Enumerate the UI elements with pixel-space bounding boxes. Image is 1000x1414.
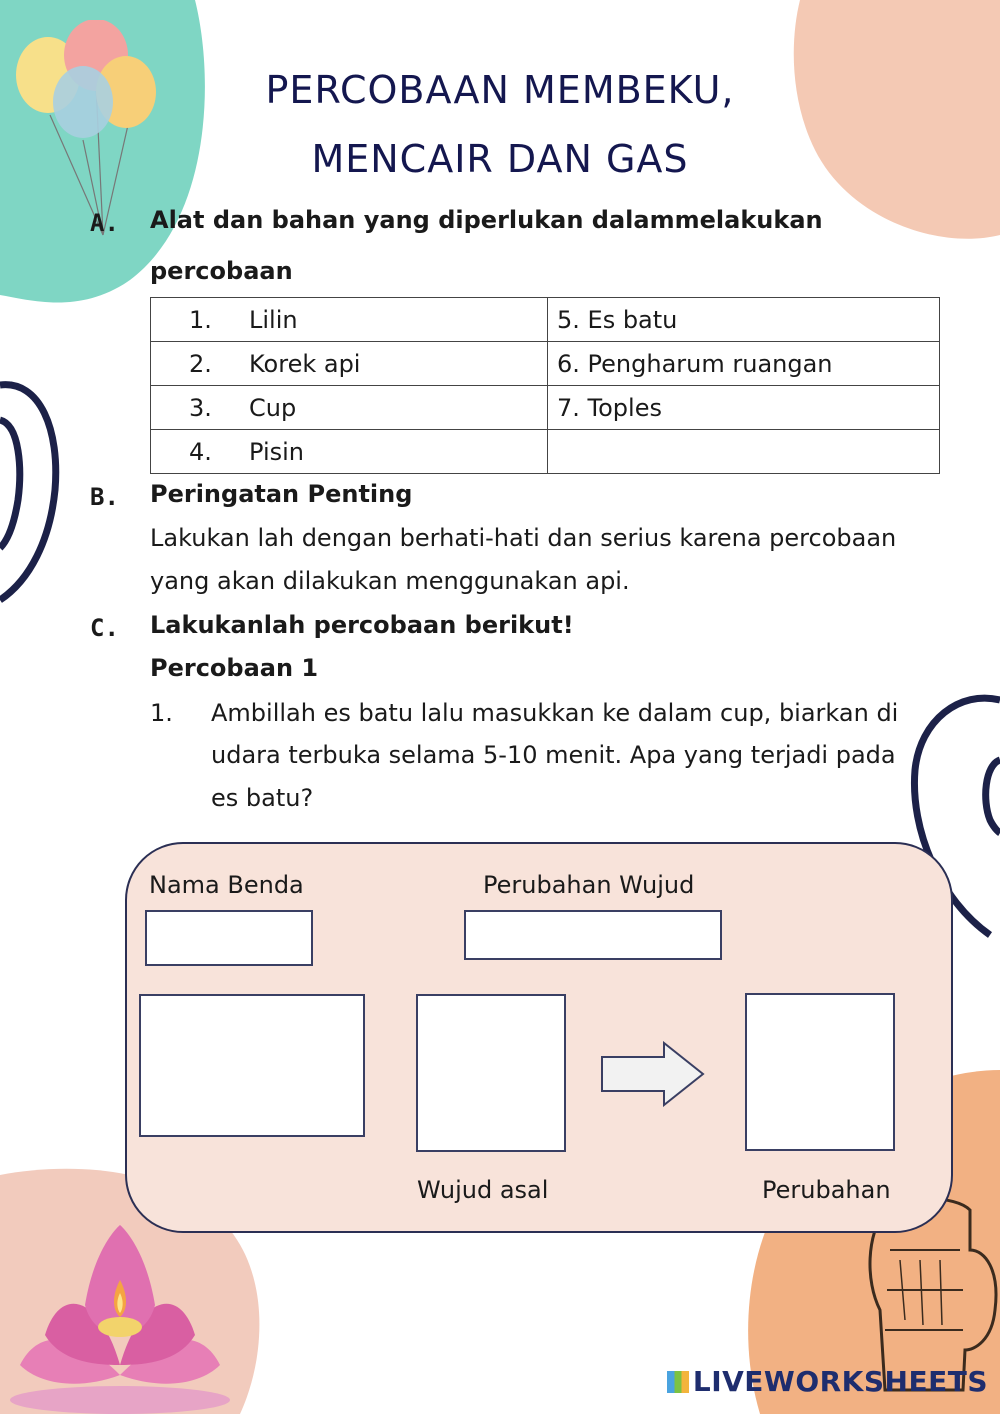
section-b-text-line-2: yang akan dilakukan menggunakan api. bbox=[150, 567, 630, 595]
label-perubahan: Perubahan bbox=[762, 1176, 891, 1204]
section-a-heading-cont: percobaan bbox=[150, 257, 293, 285]
table-cell bbox=[151, 386, 548, 430]
section-b-heading: Peringatan Penting bbox=[150, 480, 413, 508]
swirl-right-inner bbox=[986, 760, 1000, 833]
table-row bbox=[151, 298, 940, 342]
step-text-line-1: Ambillah es batu lalu masukkan ke dalam cup, biarkan di bbox=[211, 699, 899, 727]
swirl-left-inner bbox=[0, 420, 20, 548]
item-label: Korek api bbox=[249, 349, 361, 378]
step-text-line-3: es batu? bbox=[211, 784, 314, 812]
item-number: 1. bbox=[189, 305, 212, 334]
label-perubahan-wujud: Perubahan Wujud bbox=[483, 871, 695, 899]
image-drop-box[interactable] bbox=[139, 994, 365, 1137]
peach-blob-top-right bbox=[794, 0, 1000, 239]
liveworksheets-logo bbox=[667, 1365, 988, 1398]
step-number: 1. bbox=[150, 699, 173, 727]
perubahan-box[interactable] bbox=[745, 993, 895, 1151]
tools-table bbox=[150, 297, 940, 474]
table-cell: 5. Es batu bbox=[548, 298, 940, 342]
item-label: Cup bbox=[249, 393, 297, 422]
table-row bbox=[151, 342, 940, 386]
section-b-text-line-1: Lakukan lah dengan berhati-hati dan serius karena percobaan bbox=[150, 524, 897, 552]
item-number: 2. bbox=[189, 349, 212, 378]
wujud-asal-box[interactable] bbox=[416, 994, 566, 1152]
label-wujud-asal: Wujud asal bbox=[417, 1176, 549, 1204]
table-cell bbox=[151, 298, 548, 342]
logo-mark-icon bbox=[667, 1371, 689, 1393]
page-title-line-1: PERCOBAAN MEMBEKU, bbox=[265, 68, 735, 112]
item-label: Pisin bbox=[249, 437, 304, 466]
table-row bbox=[151, 430, 940, 474]
page-title-line-2: MENCAIR DAN GAS bbox=[311, 137, 689, 181]
item-label: Lilin bbox=[249, 305, 298, 334]
table-cell bbox=[151, 430, 548, 474]
lotus-candle-icon bbox=[0, 1215, 240, 1414]
item-number: 4. bbox=[189, 437, 212, 466]
section-a-letter: A. bbox=[90, 209, 119, 237]
table-cell: 6. Pengharum ruangan bbox=[548, 342, 940, 386]
section-c-letter: C. bbox=[90, 614, 119, 642]
step-text-line-2: udara terbuka selama 5-10 menit. Apa yang terjadi pada bbox=[211, 741, 896, 769]
perubahan-wujud-input-box[interactable] bbox=[464, 910, 722, 960]
table-cell bbox=[548, 430, 940, 474]
label-nama-benda: Nama Benda bbox=[149, 871, 304, 899]
section-c-heading: Lakukanlah percobaan berikut! bbox=[150, 611, 574, 639]
section-b-letter: B. bbox=[90, 483, 119, 511]
table-cell: 7. Toples bbox=[548, 386, 940, 430]
logo-text: LIVEWORKSHEETS bbox=[692, 1365, 988, 1398]
item-number: 3. bbox=[189, 393, 212, 422]
nama-benda-input-box[interactable] bbox=[145, 910, 313, 966]
section-a-heading: Alat dan bahan yang diperlukan dalammelakukan bbox=[150, 206, 823, 234]
table-cell bbox=[151, 342, 548, 386]
swirl-left bbox=[0, 385, 56, 600]
experiment-subheading: Percobaan 1 bbox=[150, 654, 319, 682]
table-row bbox=[151, 386, 940, 430]
arrow-right-icon bbox=[600, 1041, 706, 1107]
